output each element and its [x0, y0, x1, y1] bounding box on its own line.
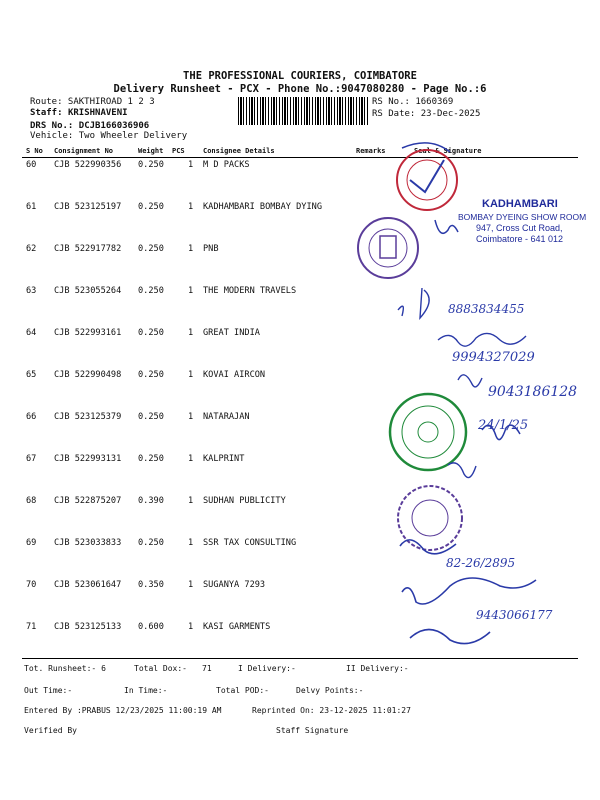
- row-weight: 0.250: [138, 538, 164, 548]
- row-sno: 61: [26, 202, 37, 212]
- row-weight: 0.250: [138, 370, 164, 380]
- signature-68: [448, 463, 476, 478]
- row-consignee: M D PACKS: [203, 160, 250, 170]
- stamp-kadhambari-name: KADHAMBARI: [482, 198, 558, 210]
- stamp-kadhambari-line1: BOMBAY DYEING SHOW ROOM: [458, 212, 587, 222]
- signature-71: [410, 629, 490, 643]
- drs-value: DCJB166036906: [78, 121, 150, 131]
- row-consignee: GREAT INDIA: [203, 328, 260, 338]
- row-weight: 0.600: [138, 622, 164, 632]
- row-sno: 64: [26, 328, 37, 338]
- row-consignee: KALPRINT: [203, 454, 245, 464]
- row-consignment-no: CJB 523033833: [54, 538, 122, 548]
- rs-date: RS Date: 23-Dec-2025: [372, 109, 481, 119]
- staff-line: [30, 108, 128, 118]
- row-pcs: 1: [188, 160, 194, 170]
- stamp-kadhambari-line3: Coimbatore - 641 012: [476, 234, 564, 244]
- row-consignee: SUDHAN PUBLICITY: [203, 496, 286, 506]
- rs-no: RS No.: 1660369: [372, 97, 454, 107]
- row-pcs: 1: [188, 622, 194, 632]
- handwritten-phone-4: 9443066177: [476, 608, 553, 622]
- signature-66: [458, 375, 482, 387]
- row-weight: 0.250: [138, 286, 164, 296]
- row-pcs: 1: [188, 412, 194, 422]
- row-pcs: 1: [188, 496, 194, 506]
- entered-by: Entered By :PRABUS 12/23/2025 11:00:19 AM: [24, 706, 222, 715]
- row-sno: 69: [26, 538, 37, 548]
- total-dox-label: Total Dox:-: [134, 664, 187, 673]
- row-consignee: SUGANYA 7293: [203, 580, 266, 590]
- row-consignment-no: CJB 523125197: [54, 202, 122, 212]
- delvy-points: Delvy Points:-: [296, 686, 364, 695]
- row-weight: 0.250: [138, 412, 164, 422]
- row-consignment-no: CJB 523125133: [54, 622, 122, 632]
- row-consignment-no: CJB 522875207: [54, 496, 122, 506]
- row-pcs: 1: [188, 580, 194, 590]
- drs-label: DRS No.:: [30, 121, 74, 131]
- reprinted-on: Reprinted On: 23-12-2025 11:01:27: [252, 706, 411, 715]
- row-sno: 66: [26, 412, 37, 422]
- staff-label: Staff:: [30, 108, 63, 118]
- vehicle-label: Vehicle: Two Wheeler Delivery: [30, 131, 188, 141]
- handwritten-phone-3: 9043186128: [488, 384, 578, 400]
- row-sno: 68: [26, 496, 37, 506]
- row-sno: 70: [26, 580, 37, 590]
- row-consignment-no: CJB 523061647: [54, 580, 122, 590]
- row-sno: 71: [26, 622, 37, 632]
- row-weight: 0.350: [138, 580, 164, 590]
- row-sno: 60: [26, 160, 37, 170]
- col-weight: Weight: [138, 147, 164, 155]
- row-weight: 0.250: [138, 202, 164, 212]
- col-consignment: Consignment No: [54, 147, 114, 155]
- row-consignment-no: CJB 522990356: [54, 160, 122, 170]
- route-label: Route: SAKTHIROAD 1 2 3: [30, 97, 155, 107]
- row-pcs: 1: [188, 370, 194, 380]
- row-consignment-no: CJB 523125379: [54, 412, 122, 422]
- row-pcs: 1: [188, 538, 194, 548]
- handwritten-phone-2: 9994327029: [452, 350, 535, 365]
- verified-by: Verified By: [24, 726, 77, 735]
- row-consignment-no: CJB 522990498: [54, 370, 122, 380]
- row-pcs: 1: [188, 454, 194, 464]
- col-seal-signature: Seal & Signature: [414, 147, 482, 155]
- row-sno: 67: [26, 454, 37, 464]
- row-consignment-no: CJB 522993131: [54, 454, 122, 464]
- ii-delivery: II Delivery:-: [346, 664, 409, 673]
- red-seal-icon: [397, 143, 457, 210]
- signature-65: [438, 333, 526, 346]
- handwritten-phone-1: 8883834455: [448, 302, 525, 316]
- row-weight: 0.250: [138, 160, 164, 170]
- row-consignment-no: CJB 522917782: [54, 244, 122, 254]
- row-pcs: 1: [188, 244, 194, 254]
- row-consignment-no: CJB 522993161: [54, 328, 122, 338]
- signature-70: [402, 578, 536, 604]
- row-consignee: SSR TAX CONSULTING: [203, 538, 297, 548]
- row-pcs: 1: [188, 328, 194, 338]
- col-sno: S No: [26, 147, 43, 155]
- col-remarks: Remarks: [356, 147, 386, 155]
- staff-signature: Staff Signature: [276, 726, 349, 735]
- row-weight: 0.250: [138, 244, 164, 254]
- total-pod: Total POD:-: [216, 686, 269, 695]
- row-consignee: KASI GARMENTS: [203, 622, 271, 632]
- purple-seal-icon: [358, 218, 418, 278]
- signature-64: [398, 288, 429, 318]
- tot-runsheet: Tot. Runsheet:- 6: [24, 664, 106, 673]
- i-delivery: I Delivery:-: [238, 664, 296, 673]
- row-consignee: KOVAI AIRCON: [203, 370, 266, 380]
- green-seal-icon: [390, 394, 466, 470]
- staff-value: KRISHNAVENI: [67, 108, 128, 118]
- row-weight: 0.250: [138, 328, 164, 338]
- drs-line: [30, 121, 149, 131]
- runsheet-subtitle: Delivery Runsheet - PCX - Phone No.:9047080280 - Page No.:6: [113, 83, 487, 95]
- row-consignee: THE MODERN TRAVELS: [203, 286, 297, 296]
- col-pcs: PCS: [172, 147, 185, 155]
- handwritten-date-1: 24/1/25: [478, 418, 529, 433]
- row-sno: 63: [26, 286, 37, 296]
- out-time: Out Time:-: [24, 686, 73, 695]
- row-consignee: NATARAJAN: [203, 412, 250, 422]
- row-sno: 62: [26, 244, 37, 254]
- row-sno: 65: [26, 370, 37, 380]
- row-weight: 0.250: [138, 454, 164, 464]
- stamp-kadhambari-line2: 947, Cross Cut Road,: [476, 223, 563, 233]
- in-time: In Time:-: [124, 686, 168, 695]
- handwritten-date-2: 82-26/2895: [446, 556, 516, 570]
- company-title: THE PROFESSIONAL COURIERS, COIMBATORE: [183, 70, 417, 82]
- row-pcs: 1: [188, 202, 194, 212]
- row-pcs: 1: [188, 286, 194, 296]
- row-consignee: KADHAMBARI BOMBAY DYING: [203, 202, 322, 212]
- barcode-icon: [238, 97, 368, 125]
- col-consignee: Consignee Details: [203, 147, 275, 155]
- signature-61: [435, 220, 458, 233]
- row-weight: 0.390: [138, 496, 164, 506]
- row-consignee: PNB: [203, 244, 219, 254]
- row-consignment-no: CJB 523055264: [54, 286, 122, 296]
- total-dox-value: 71: [202, 664, 212, 673]
